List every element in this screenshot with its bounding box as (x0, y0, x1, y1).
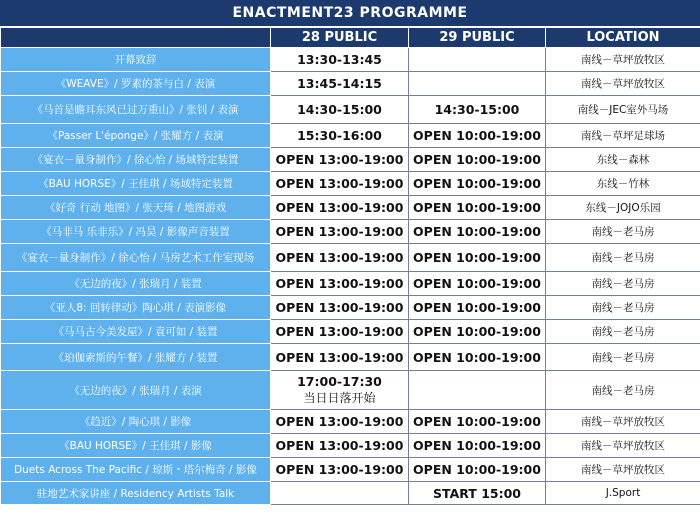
location-cell: 南线－草坪放牧区 (546, 458, 700, 482)
program-cell: 《马首是瞻耳东风已过万重山》/ 张钊 / 表演 (1, 96, 271, 124)
location-cell: J.Sport (546, 482, 700, 505)
location-cell: 东线－竹林 (546, 172, 700, 196)
program-cell: 《马非马 乐非乐》/ 冯昊 / 影像声音装置 (1, 220, 271, 244)
table-row (1, 371, 700, 410)
location-cell: 南线－老马房 (546, 220, 700, 244)
table-row (1, 72, 700, 96)
schedule-body (1, 48, 700, 505)
location-cell: 南线－老马房 (546, 244, 700, 272)
table-row (1, 458, 700, 482)
location-cell: 南线－JEC室外马场 (546, 96, 700, 124)
day28-cell: OPEN 13:00-19:00 (271, 344, 409, 371)
table-row (1, 320, 700, 344)
day28-cell (271, 482, 409, 505)
day28-cell: OPEN 13:00-19:00 (271, 296, 409, 320)
program-cell: 《珀伽索斯的午餐》/ 张耀方 / 装置 (1, 344, 271, 371)
program-cell: 开幕致辞 (1, 48, 271, 72)
day29-cell: OPEN 10:00-19:00 (409, 148, 546, 172)
location-cell: 南线－老马房 (546, 344, 700, 371)
program-cell: 《亚人8: 回转律动》陶心琪 / 表演影像 (1, 296, 271, 320)
table-row (1, 196, 700, 220)
day29-cell (409, 48, 546, 72)
location-cell: 南线－草坪足球场 (546, 124, 700, 148)
table-row (1, 272, 700, 296)
day29-cell: OPEN 10:00-19:00 (409, 320, 546, 344)
schedule-table (0, 27, 700, 505)
program-cell: 《无边的夜》/ 张瑞月 / 装置 (1, 272, 271, 296)
day28-cell: OPEN 13:00-19:00 (271, 458, 409, 482)
program-cell: 《宴衣－量身制作》/ 徐心怡 / 场域特定装置 (1, 148, 271, 172)
day29-cell (409, 371, 546, 410)
table-row (1, 244, 700, 272)
day28-cell: OPEN 13:00-19:00 (271, 220, 409, 244)
day29-cell: 14:30-15:00 (409, 96, 546, 124)
day28-cell: OPEN 13:00-19:00 (271, 172, 409, 196)
location-cell: 南线－草坪放牧区 (546, 434, 700, 458)
day28-cell: OPEN 13:00-19:00 (271, 410, 409, 434)
table-row (1, 96, 700, 124)
day29-cell: OPEN 10:00-19:00 (409, 272, 546, 296)
day28-time: 17:00-17:30 (297, 374, 382, 389)
table-row (1, 296, 700, 320)
table-row (1, 344, 700, 371)
day28-cell (271, 371, 409, 410)
program-cell: 《宴衣－量身制作》/ 徐心怡 / 马房艺术工作室现场 (1, 244, 271, 272)
table-row (1, 124, 700, 148)
day28-cell: OPEN 13:00-19:00 (271, 244, 409, 272)
program-cell: 《Passer L'éponge》/ 张耀方 / 表演 (1, 124, 271, 148)
day29-cell: OPEN 10:00-19:00 (409, 196, 546, 220)
location-cell: 南线－老马房 (546, 296, 700, 320)
day28-cell: OPEN 13:00-19:00 (271, 434, 409, 458)
table-row (1, 434, 700, 458)
program-cell: 《好奇 行动 地图》/ 张天琦 / 地图游戏 (1, 196, 271, 220)
location-cell: 南线－老马房 (546, 272, 700, 296)
location-cell: 南线－老马房 (546, 371, 700, 410)
table-row (1, 148, 700, 172)
header-29-public: 29 PUBLIC (409, 28, 546, 48)
day29-cell: OPEN 10:00-19:00 (409, 344, 546, 371)
day29-cell: OPEN 10:00-19:00 (409, 124, 546, 148)
day28-cell: 13:30-13:45 (271, 48, 409, 72)
program-cell: 《马马古今美发屋》/ 袁可如 / 装置 (1, 320, 271, 344)
day28-cell: OPEN 13:00-19:00 (271, 272, 409, 296)
program-cell: Duets Across The Pacific / 琼斯・塔尔梅奇 / 影像 (1, 458, 271, 482)
day29-cell: START 15:00 (409, 482, 546, 505)
program-cell: 《无边的夜》/ 张瑞月 / 表演 (1, 371, 271, 410)
day29-cell: OPEN 10:00-19:00 (409, 220, 546, 244)
header-program (1, 28, 271, 48)
location-cell: 南线－草坪放牧区 (546, 410, 700, 434)
day29-cell: OPEN 10:00-19:00 (409, 410, 546, 434)
location-cell: 南线－草坪放牧区 (546, 72, 700, 96)
day28-cell: OPEN 13:00-19:00 (271, 196, 409, 220)
day29-cell: OPEN 10:00-19:00 (409, 172, 546, 196)
program-cell: 驻地艺术家讲座 / Residency Artists Talk (1, 482, 271, 505)
location-cell: 南线－老马房 (546, 320, 700, 344)
day29-cell: OPEN 10:00-19:00 (409, 458, 546, 482)
table-row (1, 48, 700, 72)
table-row (1, 410, 700, 434)
table-row (1, 220, 700, 244)
day29-cell (409, 72, 546, 96)
program-cell: 《BAU HORSE》/ 王佳琪 / 场域特定装置 (1, 172, 271, 196)
table-header-row (1, 28, 700, 48)
day28-cell: 15:30-16:00 (271, 124, 409, 148)
day28-cell: OPEN 13:00-19:00 (271, 320, 409, 344)
table-row (1, 172, 700, 196)
location-cell: 东线－森林 (546, 148, 700, 172)
location-cell: 南线－草坪放牧区 (546, 48, 700, 72)
header-location: LOCATION (546, 28, 700, 48)
header-28-public: 28 PUBLIC (271, 28, 409, 48)
table-row (1, 482, 700, 505)
day28-cell: 13:45-14:15 (271, 72, 409, 96)
program-cell: 《WEAVE》/ 罗素的茶与白 / 表演 (1, 72, 271, 96)
page-title: ENACTMENT23 PROGRAMME (0, 0, 700, 27)
day29-cell: OPEN 10:00-19:00 (409, 434, 546, 458)
location-cell: 东线－JOJO乐园 (546, 196, 700, 220)
day28-cell: 14:30-15:00 (271, 96, 409, 124)
day28-cell: OPEN 13:00-19:00 (271, 148, 409, 172)
day28-note: 当日日落开始 (303, 391, 376, 405)
day29-cell: OPEN 10:00-19:00 (409, 244, 546, 272)
program-cell: 《BAU HORSE》/ 王佳琪 / 影像 (1, 434, 271, 458)
program-cell: 《趋近》/ 陶心琪 / 影像 (1, 410, 271, 434)
day29-cell: OPEN 10:00-19:00 (409, 296, 546, 320)
